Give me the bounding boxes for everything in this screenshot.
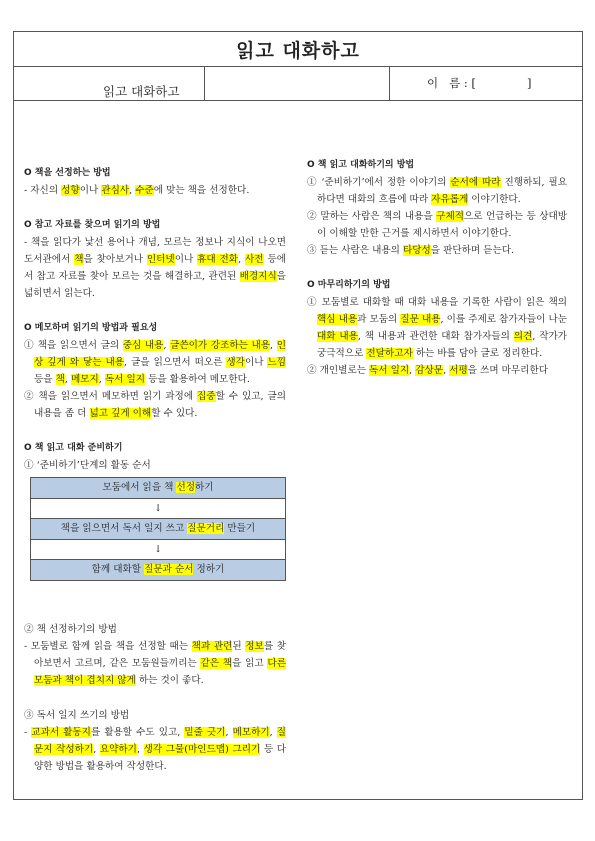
text-run: , [64,374,71,385]
flow-intro: ① ‘준비하기’단계의 활동 순서 [24,460,151,471]
highlighted-text: 선정 [176,482,196,493]
highlighted-text: 인상 깊게 와 닿는 내용 [34,340,286,368]
text-run: 진행하되, 필요하다면 대화의 흐름에 따라 [317,177,567,205]
left-column [24,165,286,775]
flow-step-2 [31,519,285,540]
text-run: 등을 [34,374,56,385]
text-run: , [129,185,136,196]
section-heading: O 참고 자료를 찾으며 읽기의 방법 [24,220,161,230]
list-item [307,294,567,362]
info-cell-2[interactable] [204,66,390,100]
paragraph [24,724,286,775]
text-run: , [163,340,171,351]
text-run: ② 책을 읽으면서 메모하면 읽기 과정에 [24,391,198,402]
text-run: 하는 것이 좋다. [135,675,204,686]
section-heading: O 책을 선정하는 방법 [24,168,111,178]
highlighted-text: 감상문 [415,365,444,376]
highlighted-text: 책과 관련 [191,641,233,652]
highlighted-text: 질문거리 [187,523,225,534]
text-run: , [225,727,233,738]
highlighted-text: 정보 [245,641,264,652]
highlighted-text: 다른 모둠과 책이 겹치지 않게 [34,658,286,686]
text-run: , 이를 주제로 참가자들이 나눈 [440,314,567,325]
highlighted-text: 대화 내용 [317,331,358,342]
text-run: , [269,727,277,738]
highlighted-text: 독서 일지 [369,365,410,376]
section-heading: O 책 읽고 대화하기의 방법 [307,160,415,170]
section-heading: O 마무리하기의 방법 [307,280,391,290]
text-run: 된 [232,641,246,652]
text-run: ① 책을 읽으면서 글의 [24,340,123,351]
text-run: 를 찾아보면서 고르며, 같은 모둠원들끼리는 [34,641,286,669]
highlighted-text: 집중 [197,391,216,402]
text-run: , [136,744,144,755]
highlighted-text: 질문 내용 [400,314,441,325]
paragraph [24,638,286,689]
flow-step-3 [31,560,285,580]
text-run: 이야기한다. [468,194,521,205]
down-arrow-icon: ↓ [31,540,285,560]
text-run: 함께 대화할 [91,564,145,575]
highlighted-text: 요약하기 [99,744,137,755]
text-run: , 책 내용과 관련한 대화 참가자들의 [357,331,514,342]
text-run: , 작가가 궁극적으로 [317,331,568,359]
list-item [307,362,567,379]
text-run: 등에서 참고 자료를 찾아 모르는 것을 해결하고, 관련된 [24,254,286,282]
highlighted-text: 수준 [135,185,154,196]
text-run: 이나 [244,357,268,368]
highlighted-text: 넓고 깊게 이해 [89,408,152,419]
highlighted-text: 휴대 전화 [197,254,239,265]
text-run: 을 넓히면서 읽는다. [24,271,286,299]
text-run: 할 수 있다. [151,408,198,419]
highlighted-text: 타당성 [402,245,431,256]
text-run: , [443,365,450,376]
highlighted-text: 메모하기 [232,727,270,738]
list-item [307,208,567,242]
text-run: 을 찾아보거나 [83,254,147,265]
highlighted-text: 교과서 활동지 [31,727,91,738]
item-title: ③ 독서 일지 쓰기의 방법 [24,710,130,721]
text-run: , [93,744,100,755]
text-run: ① ‘준비하기’에서 정한 이야기의 [307,177,451,188]
highlighted-text: 구체적 [436,211,464,222]
highlighted-text: 독서 일지 [104,374,146,385]
text-run: 으로 언급하는 등 상대방이 이해할 만한 근거를 제시하면서 이야기한다. [317,211,567,239]
down-arrow-icon: ↓ [31,499,285,519]
info-row [14,66,582,101]
highlighted-text: 핵심 내용 [317,314,358,325]
highlighted-text: 자유롭게 [431,194,469,205]
highlighted-text: 글쓴이가 강조하는 내용 [170,340,271,351]
section-heading: O 메모하며 읽기의 방법과 필요성 [24,323,158,333]
text-run: ② 말하는 사람은 책의 내용을 [307,211,437,222]
highlighted-text: 서평 [449,365,468,376]
text-run: 이나 [79,185,102,196]
text-run: , [98,374,105,385]
text-run: 등 다양한 방법을 활용하여 작성한다. [34,744,286,772]
text-run: 정하기 [193,564,225,575]
flow-step-1 [31,478,285,499]
highlighted-text: 성향 [61,185,80,196]
highlighted-text: 인터넷 [146,254,175,265]
highlighted-text: 같은 책 [200,658,233,669]
highlighted-text: 사전 [245,254,264,265]
text-run: 하기 [195,482,214,493]
highlighted-text: 배경지식 [239,271,277,282]
text-run: , [270,340,277,351]
text-run: 에 맞는 책을 선정한다. [153,185,250,196]
section-heading: O 책 읽고 대화 준비하기 [24,443,123,453]
highlighted-text: 책 [55,374,65,385]
highlighted-text: 질문지 작성하기 [34,727,287,755]
highlighted-text: 책 [74,254,84,265]
text-run: 하는 바를 담아 글로 정리한다. [412,348,543,359]
text-run: - 책을 읽다가 낯선 용어나 개념, 모르는 정보나 지식이 나오면 도서관에서 [24,237,286,265]
highlighted-text: 전달하고자 [366,348,413,359]
text-run: , 글을 읽으면서 떠오른 [124,357,227,368]
text-run: , [409,365,416,376]
text-run: ③ 듣는 사람은 내용의 [307,245,403,256]
list-item [307,242,567,259]
text-run: 을 판단하며 듣는다. [430,245,515,256]
text-run: 을 쓰며 마무리한다 [467,365,548,376]
highlighted-text: 중심 내용 [122,340,164,351]
text-run: 할 수 있고, 글의 내용을 좀 더 [34,391,287,419]
list-item [24,337,286,388]
paragraph [24,234,286,302]
text-run: , [238,254,246,265]
text-run: 과 모둠의 [357,314,401,325]
right-column [307,157,567,379]
list-item [24,388,286,422]
text-run: 만들기 [224,523,256,534]
text-run: ① 모둠별로 대화할 때 대화 내용을 기록한 사람이 읽은 책의 [307,297,567,308]
highlighted-text: 느낌 [267,357,287,368]
text-run: 모둠에서 읽을 책 [102,482,177,493]
paragraph [24,182,286,199]
text-run: 을 읽고 [232,658,268,669]
text-run: - 자신의 [24,185,62,196]
list-item [307,174,567,208]
highlighted-text: 생각 그물(마인드맵) 그리기 [143,744,261,755]
text-run: 를 활용할 수도 있고, [90,727,185,738]
worksheet-title: 읽고 대화하고 [14,32,582,67]
highlighted-text: 의견 [513,331,533,342]
subtitle: 읽고 대화하고 [103,84,180,99]
text-run: - [24,727,32,738]
text-run: 이나 [174,254,198,265]
text-run: ② 개인별로는 [307,365,370,376]
highlighted-text: 관심사 [101,185,130,196]
highlighted-text: 질문과 순서 [144,564,194,575]
activity-flow-table [30,477,286,581]
name-field[interactable]: 이 름 : [ ] [427,76,532,90]
highlighted-text: 메모지 [70,374,99,385]
text-run: 책을 읽으면서 독서 일지 쓰고 [60,523,188,534]
text-run: - 모둠별로 함께 읽을 책을 선정할 때는 [24,641,192,652]
item-title: ② 책 선정하기의 방법 [24,624,117,635]
highlighted-text: 생각 [226,357,245,368]
text-run: 등을 활용하여 메모한다. [145,374,250,385]
highlighted-text: 순서에 따라 [450,177,501,188]
highlighted-text: 밑줄 긋기 [184,727,226,738]
